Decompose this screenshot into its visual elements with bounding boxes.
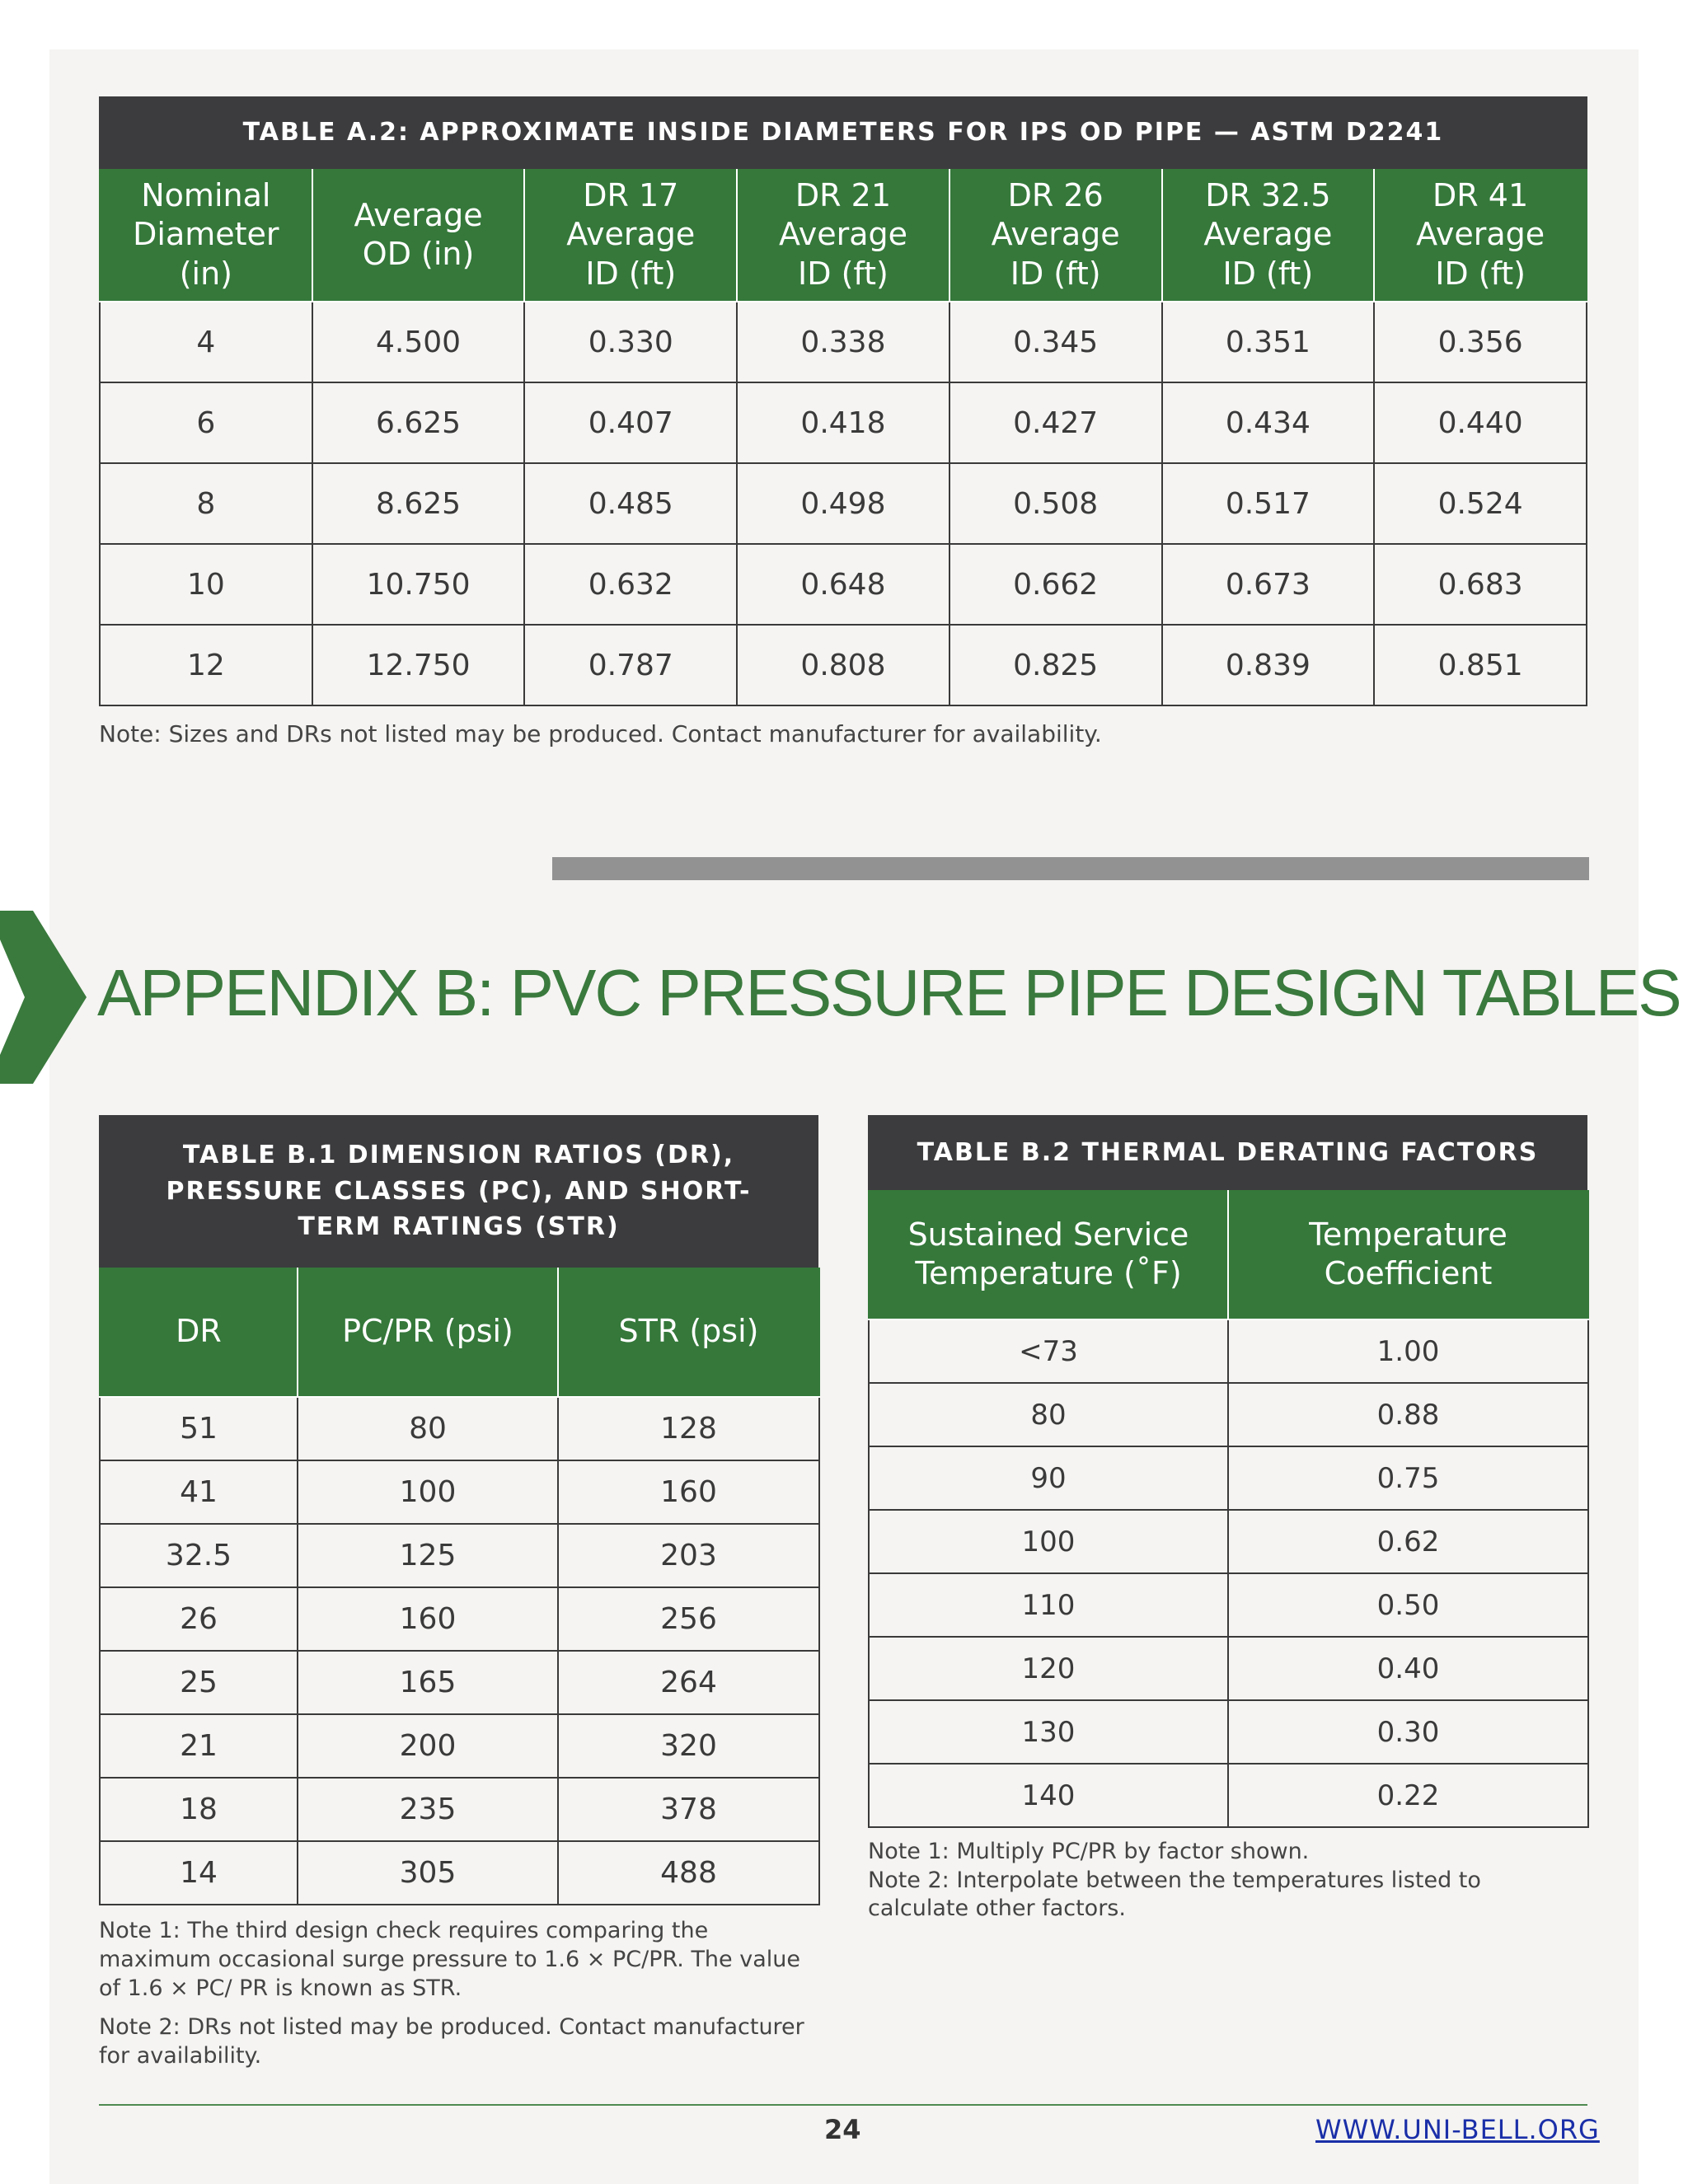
table-cell: 130 — [869, 1700, 1228, 1764]
table-a2 — [99, 96, 1587, 706]
table-cell: 14 — [100, 1841, 298, 1905]
header-str: STR (psi) — [558, 1268, 819, 1397]
table-row — [100, 625, 1587, 705]
table-cell: 6 — [100, 382, 312, 463]
table-cell: 160 — [558, 1460, 819, 1524]
header-pc-pr: PC/PR (psi) — [298, 1268, 558, 1397]
table-row — [100, 544, 1587, 625]
page-number: 24 — [824, 2114, 861, 2145]
table-cell: 256 — [558, 1587, 819, 1651]
table-cell: 32.5 — [100, 1524, 298, 1587]
header-sustained-service-temperature: Sustained Service Temperature (˚F) — [869, 1190, 1228, 1319]
table-row — [869, 1637, 1588, 1700]
table-cell: 80 — [298, 1397, 558, 1460]
table-cell: 0.851 — [1374, 625, 1587, 705]
table-row — [869, 1764, 1588, 1827]
header-temperature-coefficient: Temperature Coefficient — [1228, 1190, 1588, 1319]
table-row — [100, 1714, 819, 1778]
table-cell: 0.330 — [524, 302, 737, 382]
table-a2-header-row — [100, 169, 1587, 302]
table-cell: 0.40 — [1228, 1637, 1588, 1700]
website-link[interactable]: WWW.UNI-BELL.ORG — [1315, 2114, 1600, 2145]
table-b2-note-2: Note 2: Interpolate between the temperatures listed to calculate other factors. — [868, 1868, 1481, 1921]
table-row — [100, 1778, 819, 1841]
table-cell: 165 — [298, 1651, 558, 1714]
table-row — [100, 382, 1587, 463]
table-row — [100, 1460, 819, 1524]
table-cell: 0.356 — [1374, 302, 1587, 382]
table-b1-note-2: Note 2: DRs not listed may be produced. Contact manufacturer for availability. — [99, 2014, 804, 2069]
table-b1-grid — [99, 1268, 820, 1905]
table-b1-title: TABLE B.1 DIMENSION RATIOS (DR), PRESSURE CLASSES (PC), AND SHORT-TERM RATINGS (STR) — [99, 1115, 818, 1268]
table-row — [100, 463, 1587, 544]
table-cell: 0.485 — [524, 463, 737, 544]
table-row — [100, 302, 1587, 382]
table-cell: 0.22 — [1228, 1764, 1588, 1827]
appendix-title: APPENDIX B: PVC PRESSURE PIPE DESIGN TABLES — [97, 956, 1681, 1029]
table-row — [869, 1573, 1588, 1637]
table-cell: 0.839 — [1162, 625, 1375, 705]
table-cell: 0.632 — [524, 544, 737, 625]
header-dr17: DR 17 Average ID (ft) — [524, 169, 737, 302]
table-cell: 0.517 — [1162, 463, 1375, 544]
table-cell: 12 — [100, 625, 312, 705]
table-cell: 41 — [100, 1460, 298, 1524]
table-a2-note: Note: Sizes and DRs not listed may be produced. Contact manufacturer for availability. — [99, 720, 1102, 748]
table-cell: 0.524 — [1374, 463, 1587, 544]
table-b1-note-1: Note 1: The third design check requires comparing the maximum occasional surge pressure to 1.6 × PC/PR. The value of 1.6 × PC/ PR is known as STR. — [99, 1918, 800, 2002]
header-nominal-diameter: Nominal Diameter (in) — [100, 169, 312, 302]
table-cell: 0.787 — [524, 625, 737, 705]
table-row — [100, 1524, 819, 1587]
table-cell: 0.345 — [950, 302, 1162, 382]
table-cell: 10 — [100, 544, 312, 625]
table-cell: 488 — [558, 1841, 819, 1905]
table-cell: 0.407 — [524, 382, 737, 463]
table-cell: 0.648 — [737, 544, 950, 625]
table-cell: 160 — [298, 1587, 558, 1651]
table-cell: 140 — [869, 1764, 1228, 1827]
table-cell: 378 — [558, 1778, 819, 1841]
header-dr41: DR 41 Average ID (ft) — [1374, 169, 1587, 302]
table-cell: 0.338 — [737, 302, 950, 382]
table-cell: 128 — [558, 1397, 819, 1460]
table-a2-grid — [99, 169, 1587, 706]
header-average-od: Average OD (in) — [312, 169, 525, 302]
table-cell: 80 — [869, 1383, 1228, 1446]
table-row — [100, 1587, 819, 1651]
table-row — [869, 1383, 1588, 1446]
table-row — [869, 1700, 1588, 1764]
table-cell: 100 — [298, 1460, 558, 1524]
table-cell: 0.440 — [1374, 382, 1587, 463]
table-b1-header-row — [100, 1268, 819, 1397]
table-cell: 305 — [298, 1841, 558, 1905]
table-cell: 110 — [869, 1573, 1228, 1637]
table-cell: 200 — [298, 1714, 558, 1778]
table-cell: 8 — [100, 463, 312, 544]
table-cell: 0.418 — [737, 382, 950, 463]
table-cell: 0.808 — [737, 625, 950, 705]
table-cell: 0.683 — [1374, 544, 1587, 625]
table-cell: 0.434 — [1162, 382, 1375, 463]
table-cell: <73 — [869, 1319, 1228, 1383]
table-cell: 0.50 — [1228, 1573, 1588, 1637]
table-cell: 8.625 — [312, 463, 525, 544]
table-cell: 100 — [869, 1510, 1228, 1573]
table-cell: 203 — [558, 1524, 819, 1587]
chevron-right-icon — [0, 911, 91, 1084]
table-cell: 0.825 — [950, 625, 1162, 705]
table-row — [100, 1651, 819, 1714]
table-cell: 0.498 — [737, 463, 950, 544]
table-cell: 235 — [298, 1778, 558, 1841]
table-cell: 125 — [298, 1524, 558, 1587]
table-cell: 10.750 — [312, 544, 525, 625]
footer-divider — [99, 2104, 1587, 2106]
table-row — [869, 1319, 1588, 1383]
table-cell: 90 — [869, 1446, 1228, 1510]
table-cell: 0.88 — [1228, 1383, 1588, 1446]
table-cell: 0.427 — [950, 382, 1162, 463]
table-cell: 0.75 — [1228, 1446, 1588, 1510]
table-row — [100, 1397, 819, 1460]
table-cell: 21 — [100, 1714, 298, 1778]
table-cell: 51 — [100, 1397, 298, 1460]
table-cell: 0.30 — [1228, 1700, 1588, 1764]
table-cell: 0.662 — [950, 544, 1162, 625]
header-dr26: DR 26 Average ID (ft) — [950, 169, 1162, 302]
section-divider-bar — [552, 857, 1589, 880]
table-cell: 4.500 — [312, 302, 525, 382]
table-b2 — [868, 1115, 1587, 1828]
table-b2-header-row — [869, 1190, 1588, 1319]
table-b2-note-1: Note 1: Multiply PC/PR by factor shown. — [868, 1839, 1310, 1864]
table-row — [869, 1510, 1588, 1573]
table-cell: 6.625 — [312, 382, 525, 463]
table-cell: 25 — [100, 1651, 298, 1714]
table-cell: 264 — [558, 1651, 819, 1714]
table-cell: 12.750 — [312, 625, 525, 705]
table-cell: 18 — [100, 1778, 298, 1841]
header-dr32-5: DR 32.5 Average ID (ft) — [1162, 169, 1375, 302]
table-b1 — [99, 1115, 818, 1905]
table-cell: 1.00 — [1228, 1319, 1588, 1383]
table-cell: 0.351 — [1162, 302, 1375, 382]
table-a2-title: TABLE A.2: APPROXIMATE INSIDE DIAMETERS FOR IPS OD PIPE — ASTM D2241 — [99, 96, 1587, 169]
table-cell: 0.673 — [1162, 544, 1375, 625]
table-b2-title: TABLE B.2 THERMAL DERATING FACTORS — [868, 1115, 1587, 1190]
table-cell: 320 — [558, 1714, 819, 1778]
table-cell: 26 — [100, 1587, 298, 1651]
table-b2-grid — [868, 1190, 1589, 1828]
table-cell: 120 — [869, 1637, 1228, 1700]
table-row — [869, 1446, 1588, 1510]
table-cell: 4 — [100, 302, 312, 382]
table-cell: 0.62 — [1228, 1510, 1588, 1573]
table-cell: 0.508 — [950, 463, 1162, 544]
header-dr21: DR 21 Average ID (ft) — [737, 169, 950, 302]
table-row — [100, 1841, 819, 1905]
header-dr: DR — [100, 1268, 298, 1397]
